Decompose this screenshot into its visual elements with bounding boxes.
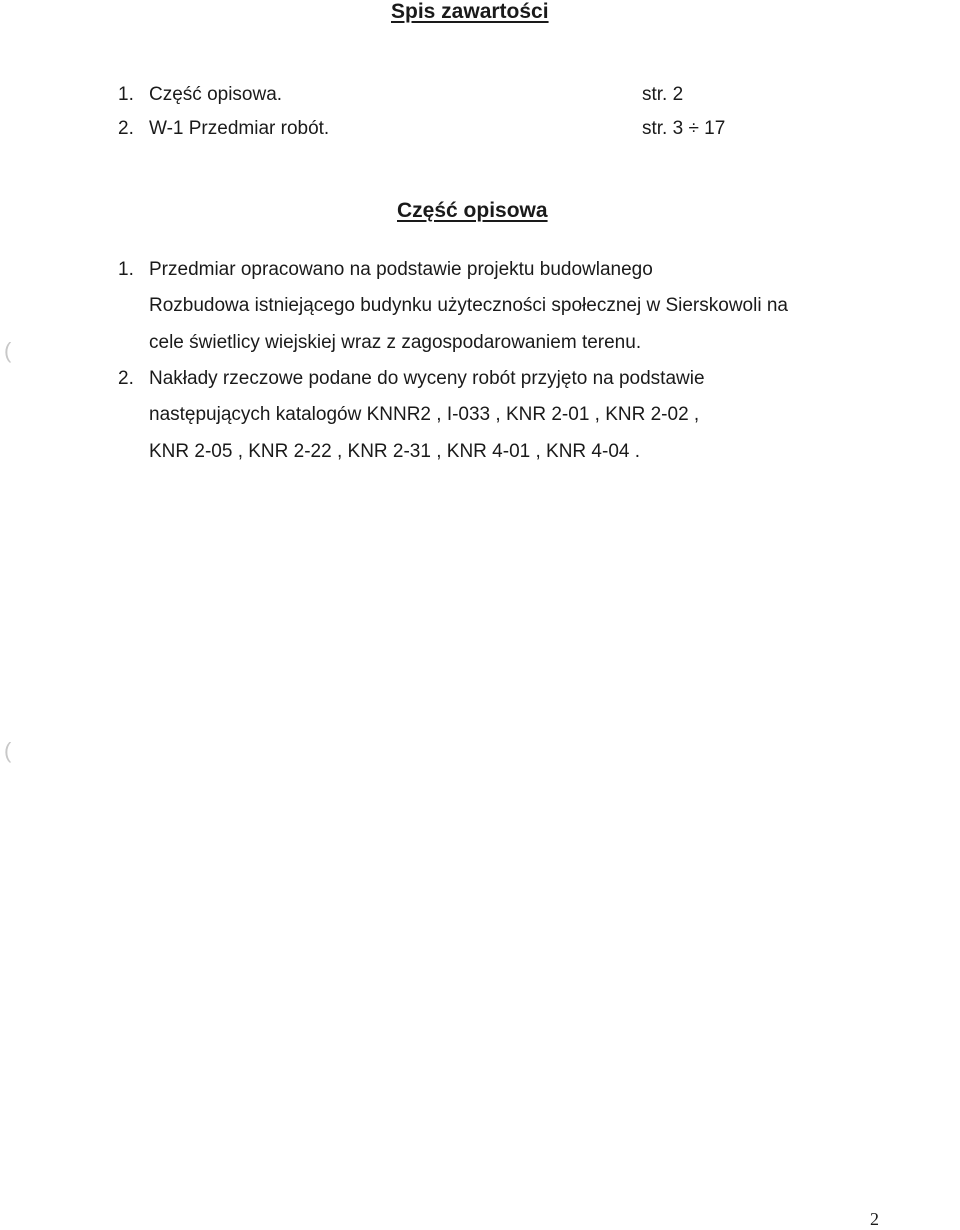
toc-entry-page: str. 2 — [642, 84, 684, 105]
scan-mark: ( — [4, 738, 12, 763]
paragraph-line: następujących katalogów KNNR2 , I-033 , KNR 2-01 , KNR 2-02 , — [149, 404, 700, 425]
section-heading: Część opisowa — [397, 199, 548, 222]
paragraph-line: Nakłady rzeczowe podane do wyceny robót przyjęto na podstawie — [149, 368, 705, 389]
toc-entry-title: Część opisowa. — [149, 84, 283, 105]
paragraph-line: KNR 2-05 , KNR 2-22 , KNR 2-31 , KNR 4-01 , KNR 4-04 . — [149, 441, 641, 462]
toc-entry-number: 1. — [118, 84, 134, 105]
paragraph-line: cele świetlicy wiejskiej wraz z zagospodarowaniem terenu. — [149, 332, 642, 353]
toc-entry — [118, 118, 758, 144]
paragraph-line: Przedmiar opracowano na podstawie projektu budowlanego — [149, 259, 653, 280]
paragraph-number: 2. — [118, 368, 134, 389]
toc-entry — [118, 84, 758, 110]
toc-entry-page: str. 3 ÷ 17 — [642, 118, 726, 139]
toc-entry-number: 2. — [118, 118, 134, 139]
scan-mark: ( — [4, 338, 12, 363]
toc-heading: Spis zawartości — [391, 0, 549, 23]
page-number: 2 — [870, 1209, 879, 1229]
paragraph-number: 1. — [118, 259, 134, 280]
paragraph-line: Rozbudowa istniejącego budynku użyteczności społecznej w Sierskowoli na — [149, 295, 788, 316]
toc-entry-title: W-1 Przedmiar robót. — [149, 118, 330, 139]
